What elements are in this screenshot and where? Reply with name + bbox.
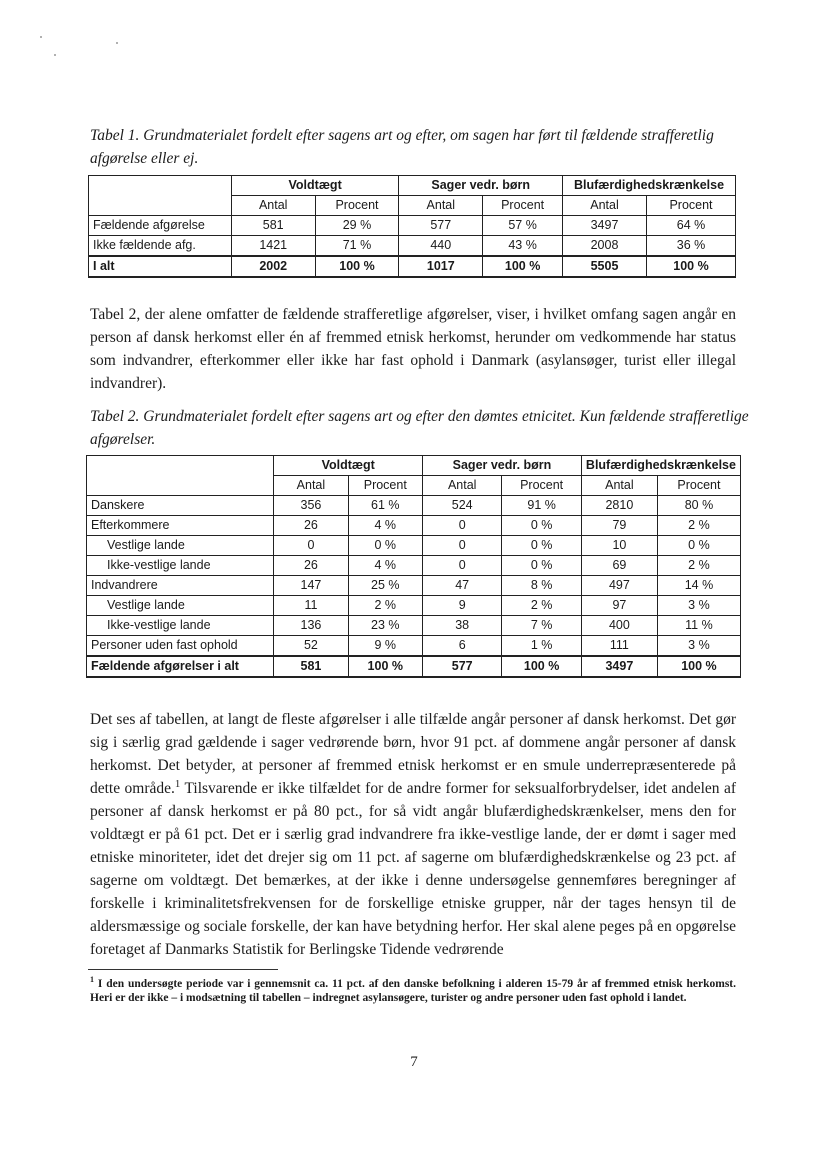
table2-group-header-cell: Voldtægt — [274, 456, 423, 476]
row-label: Personer uden fast ophold — [87, 636, 274, 657]
table-cell: 2 % — [348, 596, 423, 616]
table-cell: 2 % — [502, 596, 582, 616]
table-cell: 79 — [581, 516, 657, 536]
table-row — [87, 576, 741, 596]
table2-subheader-cell: Procent — [348, 476, 423, 496]
table-cell: 100 % — [483, 256, 563, 277]
table-cell: 100 % — [348, 656, 423, 677]
table-total-row — [89, 256, 736, 277]
table2-corner — [87, 456, 274, 476]
table2-subheader — [87, 476, 741, 496]
table-cell: 4 % — [348, 516, 423, 536]
paragraph — [90, 708, 736, 961]
table-cell: 0 % — [502, 516, 582, 536]
table-cell: 47 — [423, 576, 502, 596]
table-row — [87, 556, 741, 576]
table-cell: 25 % — [348, 576, 423, 596]
paragraph: Tabel 2, der alene omfatter de fældende strafferetlige afgørelser, viser, i hvilket omfang sagen angår en person af dansk herkomst eller én af fremmed etnisk herkomst, herunder om vedkommende har status som indvandrer, efterkommer eller ikke har fast ophold i Danmark (asylansøger, turist eller illegal indvandrer). — [90, 306, 736, 392]
table-cell: 6 — [423, 636, 502, 657]
row-label: Vestlige lande — [87, 596, 274, 616]
table-cell: 9 — [423, 596, 502, 616]
table1-subheader-cell: Antal — [563, 196, 647, 216]
table-cell: 3 % — [657, 636, 740, 657]
table-cell: 440 — [399, 236, 483, 257]
table2-group-header — [87, 456, 741, 476]
table-cell: 69 — [581, 556, 657, 576]
table1-corner — [89, 176, 232, 196]
table-cell: 38 — [423, 616, 502, 636]
table-cell: 524 — [423, 496, 502, 516]
table-cell: 97 — [581, 596, 657, 616]
table-cell: 26 — [274, 516, 348, 536]
table-cell: 26 — [274, 556, 348, 576]
table2-subheader-cell: Procent — [657, 476, 740, 496]
table-cell: 52 — [274, 636, 348, 657]
table-cell: 1421 — [231, 236, 315, 257]
table-cell: 2 % — [657, 556, 740, 576]
table-cell: 0 % — [502, 536, 582, 556]
row-label: I alt — [89, 256, 232, 277]
row-label: Efterkommere — [87, 516, 274, 536]
table-row — [89, 216, 736, 236]
table-cell: 43 % — [483, 236, 563, 257]
table-row — [87, 616, 741, 636]
table-cell: 2810 — [581, 496, 657, 516]
table2-group-header-cell: Sager vedr. børn — [423, 456, 582, 476]
table-cell: 3497 — [581, 656, 657, 677]
table2-subheader-cell: Antal — [423, 476, 502, 496]
table-row — [87, 596, 741, 616]
table-cell: 147 — [274, 576, 348, 596]
table1-group-header — [89, 176, 736, 196]
row-label: Ikke-vestlige lande — [87, 616, 274, 636]
table2-corner — [87, 476, 274, 496]
table-cell: 80 % — [657, 496, 740, 516]
table-cell: 36 % — [647, 236, 736, 257]
table-total-row — [87, 656, 741, 677]
table-cell: 1 % — [502, 636, 582, 657]
row-label: Indvandrere — [87, 576, 274, 596]
table1-group-header-cell: Voldtægt — [231, 176, 399, 196]
row-label: Ikke-vestlige lande — [87, 556, 274, 576]
table1-subheader-cell: Procent — [483, 196, 563, 216]
table-cell: 2 % — [657, 516, 740, 536]
table-cell: 91 % — [502, 496, 582, 516]
table-cell: 11 — [274, 596, 348, 616]
table-cell: 0 % — [348, 536, 423, 556]
table-cell: 29 % — [315, 216, 399, 236]
table-cell: 8 % — [502, 576, 582, 596]
table-cell: 0 % — [657, 536, 740, 556]
scan-speck — [40, 36, 42, 38]
table-cell: 497 — [581, 576, 657, 596]
table-cell: 1017 — [399, 256, 483, 277]
table2-subheader-cell: Antal — [581, 476, 657, 496]
row-label: Vestlige lande — [87, 536, 274, 556]
table1-corner — [89, 196, 232, 216]
table-cell: 57 % — [483, 216, 563, 236]
table1-subheader-cell: Antal — [399, 196, 483, 216]
table-cell: 100 % — [315, 256, 399, 277]
row-label: Fældende afgørelse — [89, 216, 232, 236]
table1-subheader-cell: Antal — [231, 196, 315, 216]
table-cell: 111 — [581, 636, 657, 657]
paragraph-text: Tilsvarende er ikke tilfældet for de andre former for seksualforbrydelser, idet andelen af personer af dansk herkomst er på 80 pct., for så vidt angår blufærdighedskrænkelser, mens den for voldtægt er på 61 pct. Det er i særlig grad indvandrere fra ikke-vestlige lande, der er dømt i sager med etniske minoriteter, idet det drejer sig om 11 pct. af sagerne om blufærdighedskrænkelse og 23 pct. af sagerne om voldtægt. Det bemærkes, at der ikke i denne undersøgelse gennemføres beregninger af forskelle i kriminalitetsfrekvensen for de forskellige etniske grupper, når der tages hensyn til de aldersmæssige og sociale forskelle, der kan have betydning herfor. Her skal alene peges på en opgørelse foretaget af Danmarks Statistik for Berlingske Tidende vedrørende — [90, 780, 737, 958]
row-label: Danskere — [87, 496, 274, 516]
table2-caption: Tabel 2. Grundmaterialet fordelt efter sagens art og efter den dømtes etnicitet. Kun fældende strafferetlige afgørelser. — [90, 408, 749, 448]
table-cell: 581 — [231, 216, 315, 236]
table1-subheader — [89, 196, 736, 216]
table-cell: 10 — [581, 536, 657, 556]
table-cell: 100 % — [502, 656, 582, 677]
table-cell: 577 — [423, 656, 502, 677]
table1 — [88, 175, 736, 278]
table-cell: 14 % — [657, 576, 740, 596]
paragraph-text: Det ses af tabellen, at langt de fleste afgørelser i alle tilfælde angår personer af dansk herkomst. Det gør sig i særlig grad gældende i sager vedrørende børn, hvor 91 pct. af dommene angår personer af dansk herkomst. Det betyder, at personer af fremmed etnisk herkomst er en smule underrepræsenterede på dette område. — [90, 711, 736, 797]
footnote-divider — [88, 969, 278, 970]
table-cell: 3497 — [563, 216, 647, 236]
table-row — [87, 636, 741, 657]
table-cell: 61 % — [348, 496, 423, 516]
table-cell: 136 — [274, 616, 348, 636]
table2-subheader-cell: Antal — [274, 476, 348, 496]
row-label: Ikke fældende afg. — [89, 236, 232, 257]
table-cell: 577 — [399, 216, 483, 236]
table1-group-header-cell: Sager vedr. børn — [399, 176, 563, 196]
table-cell: 4 % — [348, 556, 423, 576]
table-cell: 7 % — [502, 616, 582, 636]
table-cell: 0 — [423, 556, 502, 576]
scan-speck — [116, 42, 118, 44]
scan-speck — [54, 54, 56, 56]
table-cell: 11 % — [657, 616, 740, 636]
table-cell: 400 — [581, 616, 657, 636]
table2-group-header-cell: Blufærdighedskrænkelse — [581, 456, 740, 476]
table-cell: 0 — [423, 536, 502, 556]
footnote-text: I den undersøgte periode var i gennemsnit ca. 11 pct. af den danske befolkning i alderen 15-79 år af fremmed etnisk herkomst. Heri er der ikke – i modsætning til tabellen – indregnet asylansøgere, turister og andre personer uden fast ophold i landet. — [90, 978, 736, 1004]
table-row — [89, 236, 736, 257]
table1-subheader-cell: Procent — [647, 196, 736, 216]
table-cell: 356 — [274, 496, 348, 516]
table1-group-header-cell: Blufærdighedskrænkelse — [563, 176, 736, 196]
table1-subheader-cell: Procent — [315, 196, 399, 216]
table2-subheader-cell: Procent — [502, 476, 582, 496]
row-label: Fældende afgørelser i alt — [87, 656, 274, 677]
table-cell: 23 % — [348, 616, 423, 636]
table-cell: 9 % — [348, 636, 423, 657]
table2 — [86, 455, 741, 678]
table-cell: 100 % — [657, 656, 740, 677]
footnote — [90, 977, 736, 1005]
table-cell: 2008 — [563, 236, 647, 257]
table-cell: 5505 — [563, 256, 647, 277]
footnote-reference: 1 — [174, 777, 181, 790]
table-row — [87, 496, 741, 516]
table-row — [87, 536, 741, 556]
table-cell: 0 — [423, 516, 502, 536]
table-cell: 71 % — [315, 236, 399, 257]
table-cell: 64 % — [647, 216, 736, 236]
page-number: 7 — [410, 1054, 418, 1070]
table-cell: 0 — [274, 536, 348, 556]
table-cell: 581 — [274, 656, 348, 677]
table-row — [87, 516, 741, 536]
footnote-number: 1 — [90, 975, 95, 985]
table-cell: 2002 — [231, 256, 315, 277]
table-cell: 100 % — [647, 256, 736, 277]
table-cell: 3 % — [657, 596, 740, 616]
table1-caption: Tabel 1. Grundmaterialet fordelt efter sagens art og efter, om sagen har ført til fældende strafferetlig afgørelse eller ej. — [90, 127, 714, 167]
table-cell: 0 % — [502, 556, 582, 576]
